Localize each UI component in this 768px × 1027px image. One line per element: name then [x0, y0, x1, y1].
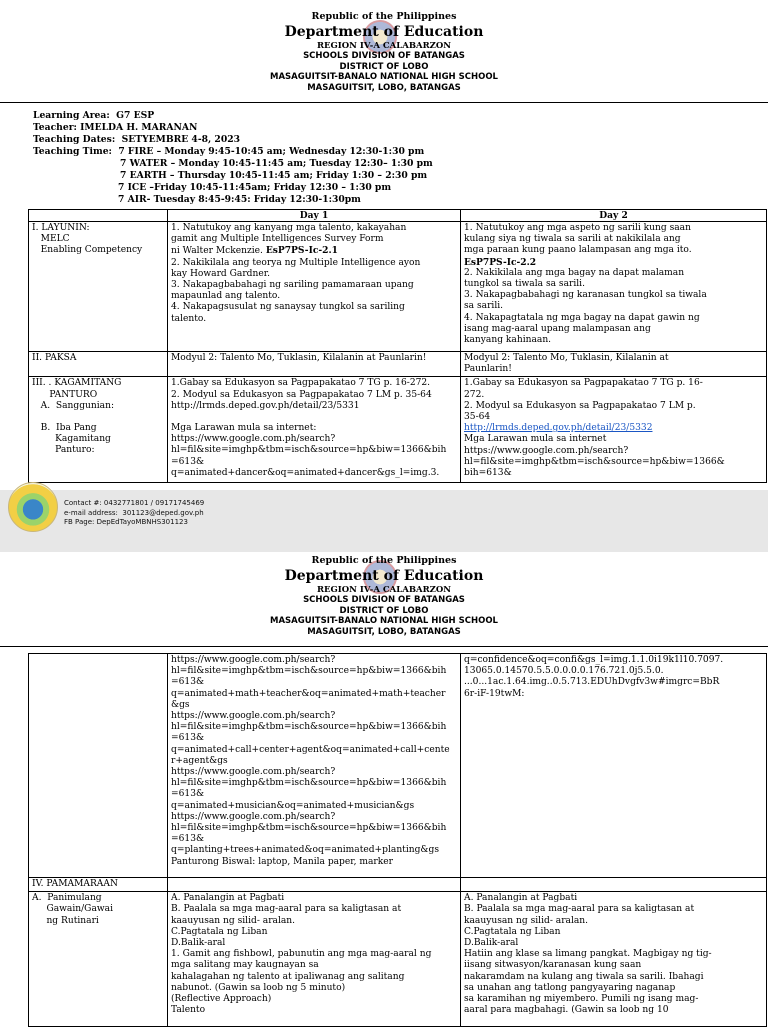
text-line: hl=fil&site=imghp&tbm=isch&source=hp&biw=1366&bih — [171, 823, 447, 834]
text-line: 35-64 — [464, 412, 491, 423]
cont-day1 — [168, 654, 461, 878]
text-line: 2. Modyul sa Edukasyon sa Pagpapakatao 7 LM p. 35-64 — [171, 389, 432, 400]
time-ice: 7 ICE –Friday 10:45-11:45am; Friday 12:30 – 1:30 pm — [118, 182, 392, 193]
text-line: kahalagahan ng talento at ipaliwanag ang salitang — [171, 971, 405, 982]
text-line: 4. Nakapagsusulat ng sanaysay tungkol sa sariling — [171, 302, 405, 313]
text-line: Mga Larawan mula sa internet — [464, 434, 607, 445]
text-line: Panturo: — [32, 445, 95, 456]
table-corner — [29, 210, 168, 222]
text-span: ni Walter Mckenzie. — [171, 246, 266, 257]
text-line: kulang siya ng tiwala sa sarili at nakikilala ang — [464, 234, 681, 245]
text-line: Panturong Biswal: laptop, Manila paper, marker — [171, 856, 394, 867]
paksa-label: II. PAKSA — [29, 352, 168, 377]
text-line: hl=fil&site=imghp&tbm=isch&source=hp&biw=1366&bih — [171, 445, 447, 456]
day2-header: Day 2 — [461, 210, 767, 222]
panimulang-day2 — [461, 892, 767, 1027]
text-line: 1.Gabay sa Edukasyon sa Pagpapakatao 7 TG p. 16-272. — [171, 378, 431, 389]
contact-number: Contact #: 0432771801 / 09171745469 — [64, 499, 205, 507]
text-line: 4. Nakapagtatala ng mga bagay na dapat gawin ng — [464, 312, 700, 323]
page-footer — [8, 482, 768, 532]
text-line: 3. Nakapagbabahagi ng karanasan tungkol sa tiwala — [464, 290, 707, 301]
header-republic: Republic of the Philippines — [311, 11, 457, 22]
text-line — [171, 245, 457, 257]
text-line: Kagamitang — [32, 434, 111, 445]
text-line: https://www.google.com.ph/search? — [171, 711, 336, 722]
pamamaraan-label: IV. PAMAMARAAN — [29, 878, 168, 892]
text-line: iisang sitwasyon/karanasan kung saan — [464, 960, 642, 971]
header-divider — [0, 646, 768, 647]
text-line: isang mag-aaral upang malampasan ang — [464, 323, 651, 334]
text-line: =613& — [171, 789, 205, 800]
text-line: https://www.google.com.ph/search? — [171, 655, 336, 665]
header-district: DISTRICT OF LOBO — [339, 605, 429, 616]
competency-code: EsP7PS-Ic-2.2 — [464, 256, 537, 268]
text-line: 2. Nakikilala ang mga bagay na dapat malaman — [464, 267, 685, 278]
header-division: SCHOOLS DIVISION OF BATANGAS — [303, 595, 465, 605]
header-republic: Republic of the Philippines — [311, 555, 457, 566]
text-line: A. Panalangin at Pagbati — [464, 893, 578, 904]
text-line: gamit ang Multiple Intelligences Survey Form — [171, 234, 384, 245]
page-header — [0, 556, 768, 637]
text-line: sa unahan ang tatlong pangyayaring naganap — [464, 982, 676, 993]
text-line: https://www.google.com.ph/search? — [171, 434, 336, 445]
pamamaraan-day2-empty — [461, 878, 767, 892]
text-line: B. Paalala sa mga mag-aaral para sa kaligtasan at — [464, 904, 695, 915]
text-line: C.Pagtatala ng Liban — [171, 926, 268, 937]
document-page-1 — [0, 0, 768, 490]
text-line: kanyang kahinaan. — [464, 335, 552, 346]
lesson-plan-table — [28, 209, 767, 483]
text-line: 3. Nakapagbabahagi ng sariling pamamaraan upang — [171, 280, 414, 291]
page-header — [0, 12, 768, 93]
header-divider — [0, 102, 768, 103]
text-line: Mga Larawan mula sa internet: — [171, 423, 317, 434]
spacer-line — [32, 412, 164, 423]
text-line: 1. Gamit ang fishbowl, pabunutin ang mga mag-aaral ng — [171, 949, 432, 960]
text-line: (Reflective Approach) — [171, 994, 272, 1005]
cont-label — [29, 654, 168, 878]
time-water: 7 WATER – Monday 10:45-11:45 am; Tuesday 12:30– 1:30 pm — [120, 158, 433, 169]
header-department: Department of Education — [284, 23, 484, 40]
text-line: hl=fil&site=imghp&tbm=isch&source=hp&biw=1366& — [464, 456, 725, 467]
text-line: ...0...1ac.1.64.img..0.5.713.EDUhDvgfv3w#imgrc=BbR — [464, 677, 720, 688]
email-address: e-mail address: 301123@deped.gov.ph — [64, 508, 204, 517]
header-school: MASAGUITSIT-BANALO NATIONAL HIGH SCHOOL — [270, 72, 498, 82]
header-address: MASAGUITSIT, LOBO, BATANGAS — [307, 82, 461, 93]
text-line: Modyul 2: Talento Mo, Tuklasin, Kilalanin at — [464, 353, 669, 363]
spacer-line — [171, 412, 457, 423]
text-line: Gawain/Gawai — [32, 904, 113, 915]
competency-code: EsP7PS-Ic-2.1 — [265, 245, 338, 257]
text-line: mapaunlad ang talento. — [171, 291, 281, 302]
teacher-name: Teacher: IMELDA H. MARANAN — [33, 122, 198, 133]
text-line: mga salitang may kaugnayan sa — [171, 960, 319, 971]
text-line: =613& — [171, 834, 205, 845]
text-line: aaral para magbahagi. (Gawin sa loob ng 10 — [464, 1005, 669, 1016]
school-logo-icon — [8, 482, 58, 532]
paksa-day1: Modyul 2: Talento Mo, Tuklasin, Kilalanin at Paunlarin! — [168, 352, 461, 377]
layunin-title: I. LAYUNIN: — [32, 223, 90, 233]
text-line: mga paraan kung paano lalampasan ang mga ito. — [464, 245, 692, 256]
text-line: A. Sanggunian: — [32, 400, 115, 411]
text-line: Talento — [171, 1005, 206, 1016]
text-line: r+agent&gs — [171, 755, 228, 766]
text-line: 1. Natutukoy ang kanyang mga talento, kakayahan — [171, 223, 407, 233]
text-line: tungkol sa tiwala sa sarili. — [464, 279, 585, 290]
text-line: D.Balik-aral — [171, 938, 226, 949]
text-line: q=planting+trees+animated&oq=animated+planting&gs — [171, 845, 439, 856]
panimulang-day1 — [168, 892, 461, 1027]
paksa-day2 — [461, 352, 767, 377]
text-line: 2. Modyul sa Edukasyon sa Pagpapakatao 7 LM p. — [464, 400, 696, 411]
header-region: REGION IV-A CALABARZON — [316, 584, 452, 595]
text-line: https://www.google.com.ph/search? — [171, 767, 336, 778]
text-line: 13065.0.14570.5.5.0.0.0.0.176.721.0j5.5.0. — [464, 666, 664, 677]
text-line: 272. — [464, 389, 485, 400]
text-line: A. Panimulang — [32, 893, 102, 904]
text-line: B. Paalala sa mga mag-aaral para sa kaligtasan at — [171, 904, 402, 915]
time-earth: 7 EARTH – Thursday 10:45-11:45 am; Friday 1:30 – 2:30 pm — [120, 170, 428, 181]
text-line: https://www.google.com.ph/search? — [464, 445, 629, 456]
text-line: Hatiin ang klase sa limang pangkat. Magbigay ng tig- — [464, 949, 712, 960]
text-line: q=animated+call+center+agent&oq=animated+call+cente — [171, 744, 450, 755]
lrmds-link[interactable]: http://lrmds.deped.gov.ph/detail/23/5332 — [464, 423, 653, 434]
text-line: 6r-iF-19twM: — [464, 688, 525, 699]
text-line: =613& — [171, 456, 205, 467]
text-line: nabunot. (Gawin sa loob ng 5 minuto) — [171, 982, 346, 993]
layunin-melc: MELC — [32, 234, 70, 245]
text-line: kaauyusan ng silid- aralan. — [171, 915, 296, 926]
header-division: SCHOOLS DIVISION OF BATANGAS — [303, 51, 465, 61]
text-line: kay Howard Gardner. — [171, 268, 270, 279]
layunin-competency: Enabling Competency — [32, 245, 143, 256]
header-department: Department of Education — [284, 567, 484, 584]
teaching-dates: Teaching Dates: SETYEMBRE 4-8, 2023 — [33, 134, 240, 145]
lesson-info — [33, 110, 433, 206]
lesson-plan-table-continued — [28, 653, 767, 1027]
day1-header: Day 1 — [168, 210, 461, 222]
header-region: REGION IV-A CALABARZON — [316, 40, 452, 51]
cont-day2 — [461, 654, 767, 878]
text-line: q=animated+dancer&oq=animated+dancer&gs_l=img.3. — [171, 467, 440, 478]
text-line: sa karamihan ng miyembero. Pumili ng isang mag- — [464, 994, 699, 1005]
header-address: MASAGUITSIT, LOBO, BATANGAS — [307, 626, 461, 637]
text-line: &gs — [171, 699, 190, 710]
text-line: talento. — [171, 313, 207, 324]
learning-area: Learning Area: G7 ESP — [33, 110, 155, 121]
text-line: A. Panalangin at Pagbati — [171, 893, 285, 904]
kagamitan-day2 — [461, 377, 767, 483]
fb-page: FB Page: DepEdTayoMBNHS301123 — [64, 518, 188, 526]
layunin-label — [29, 222, 168, 352]
header-district: DISTRICT OF LOBO — [339, 61, 429, 72]
layunin-day2 — [461, 222, 767, 352]
pamamaraan-day1-empty — [168, 878, 461, 892]
kagamitan-label — [29, 377, 168, 483]
text-line: sa sarili. — [464, 301, 504, 312]
text-line: q=animated+musician&oq=animated+musician&gs — [171, 800, 415, 811]
text-line: q=animated+math+teacher&oq=animated+math+teacher — [171, 688, 446, 699]
text-line: https://www.google.com.ph/search? — [171, 811, 336, 822]
text-line: III. . KAGAMITANG — [32, 378, 122, 389]
text-line: D.Balik-aral — [464, 938, 519, 949]
layunin-day1 — [168, 222, 461, 352]
text-line: 1. Natutukoy ang mga aspeto ng sarili kung saan — [464, 223, 691, 233]
teaching-time: Teaching Time: 7 FIRE – Monday 9:45-10:45 am; Wednesday 12:30-1:30 pm — [33, 146, 425, 157]
text-line: kaauyusan ng silid- aralan. — [464, 915, 589, 926]
text-line: hl=fil&site=imghp&tbm=isch&source=hp&biw=1366&bih — [171, 778, 447, 789]
text-line: q=confidence&oq=confi&gs_l=img.1.1.0i19k1l10.7097. — [464, 655, 724, 665]
text-line: bih=613& — [464, 468, 512, 479]
time-air: 7 AIR- Tuesday 8:45-9:45: Friday 12:30-1:30pm — [118, 194, 361, 205]
text-line: C.Pagtatala ng Liban — [464, 926, 561, 937]
text-line: nakaramdam na kulang ang tiwala sa sarili. Ibahagi — [464, 971, 704, 982]
header-school: MASAGUITSIT-BANALO NATIONAL HIGH SCHOOL — [270, 616, 498, 626]
text-line: PANTURO — [32, 389, 98, 400]
text-line: http://lrmds.deped.gov.ph/detail/23/5331 — [171, 400, 360, 411]
text-line: =613& — [171, 677, 205, 688]
kagamitan-day1 — [168, 377, 461, 483]
text-line: 1.Gabay sa Edukasyon sa Pagpapakatao 7 TG p. 16- — [464, 378, 703, 389]
panimulang-label — [29, 892, 168, 1027]
text-line: ng Rutinari — [32, 915, 99, 926]
document-page-2 — [0, 552, 768, 1024]
text-line: =613& — [171, 733, 205, 744]
text-line: B. Iba Pang — [32, 423, 97, 434]
text-line: 2. Nakikilala ang teorya ng Multiple Intelligence ayon — [171, 257, 421, 268]
footer-contact — [64, 499, 204, 528]
text-line: hl=fil&site=imghp&tbm=isch&source=hp&biw=1366&bih — [171, 666, 447, 677]
text-line: hl=fil&site=imghp&tbm=isch&source=hp&biw=1366&bih — [171, 722, 447, 733]
text-line: Paunlarin! — [464, 364, 512, 375]
